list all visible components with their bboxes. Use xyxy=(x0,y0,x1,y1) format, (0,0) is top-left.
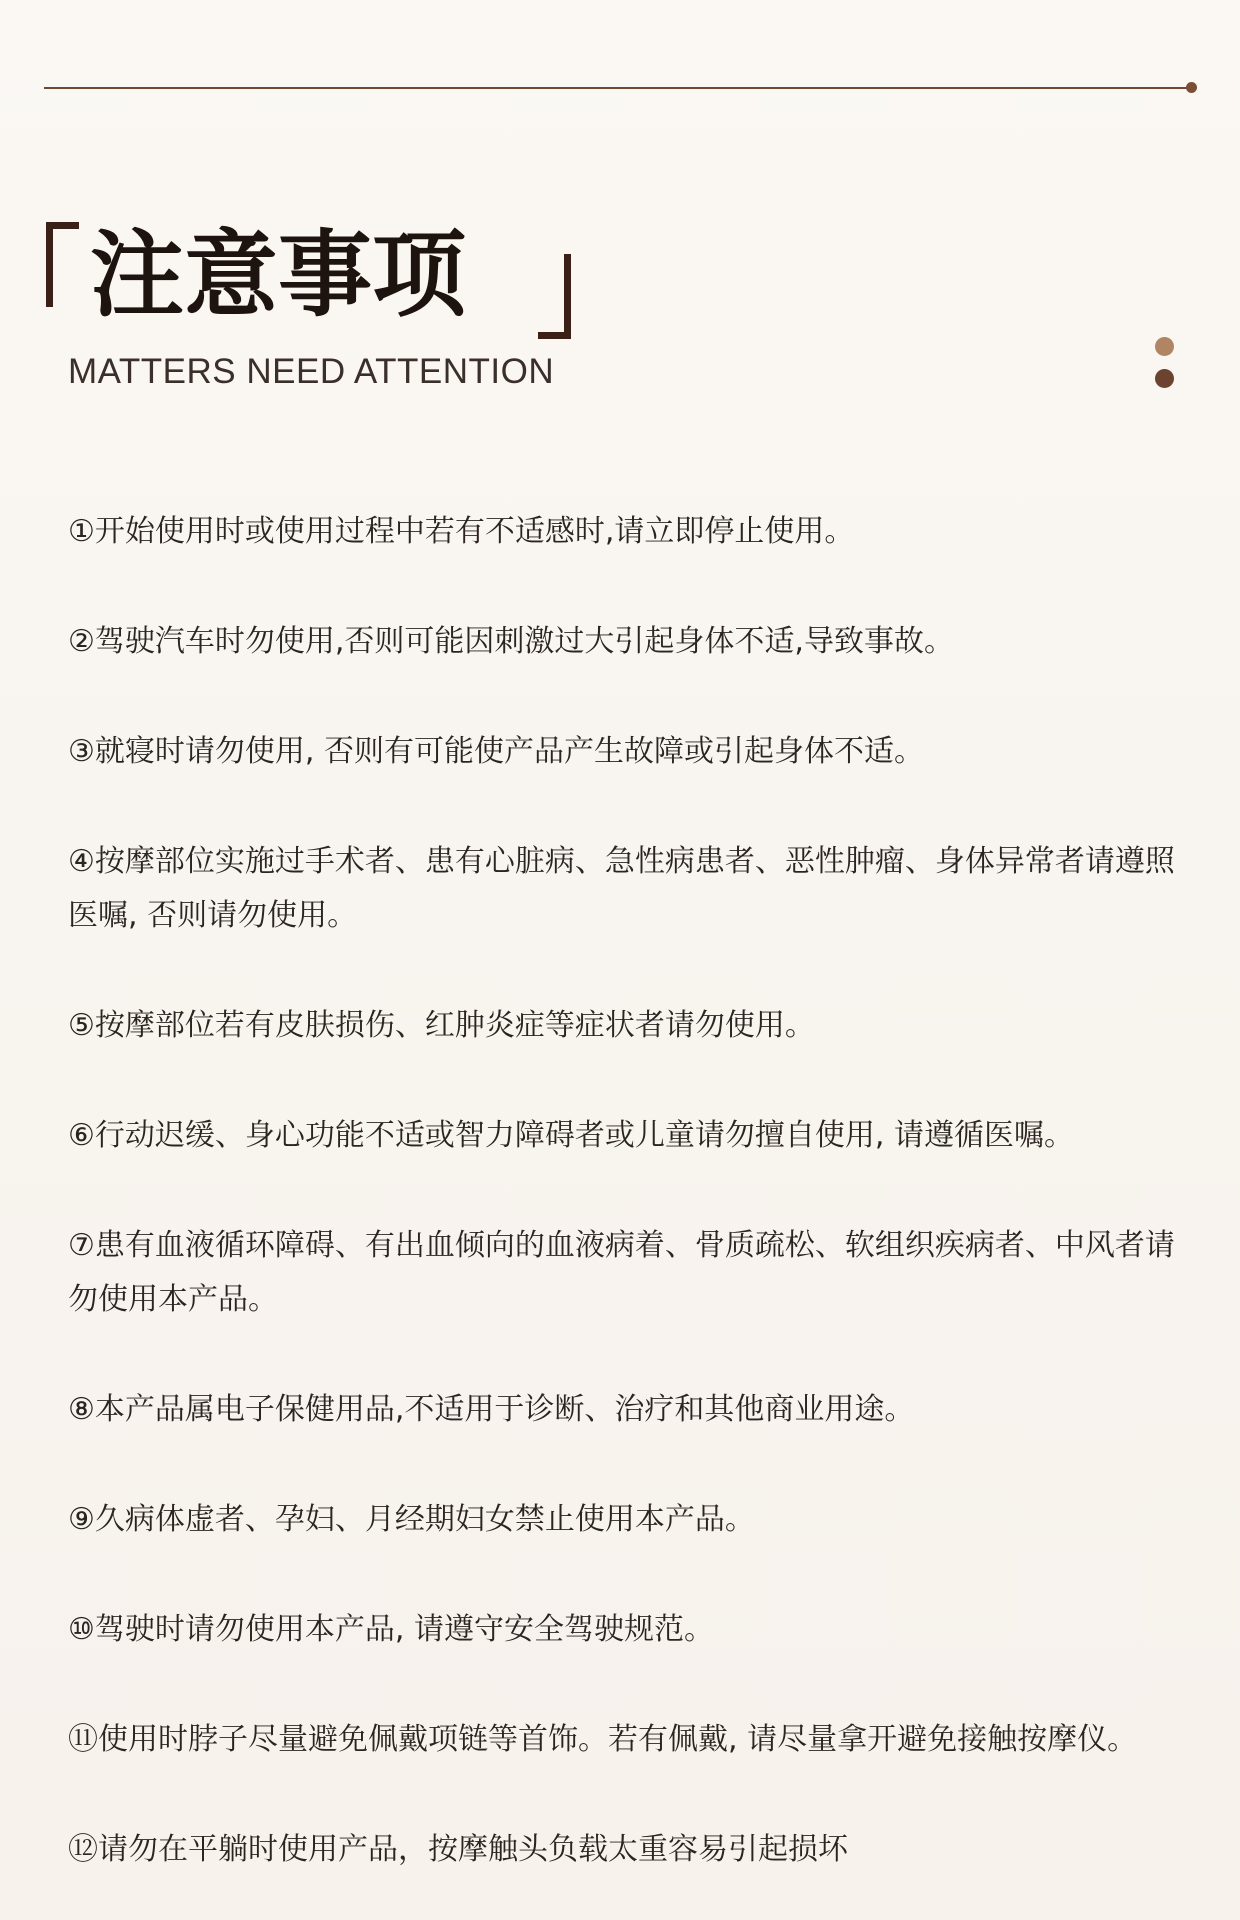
left-corner-bracket xyxy=(46,222,79,307)
divider-end-dot xyxy=(1186,82,1197,93)
top-divider-line xyxy=(44,87,1194,89)
attention-item-text: ⑥行动迟缓、身心功能不适或智力障碍者或儿童请勿擅自使用, 请遵循医嘱。 xyxy=(68,1118,1074,1153)
attention-item xyxy=(68,835,1188,943)
page-subtitle: MATTERS NEED ATTENTION xyxy=(68,352,555,391)
attention-item xyxy=(68,725,1188,779)
attention-item xyxy=(68,1493,1188,1547)
attention-item xyxy=(68,1219,1188,1327)
attention-item-text: ②驾驶汽车时勿使用,否则可能因刺激过大引起身体不适,导致事故。 xyxy=(68,624,954,659)
attention-item-text: ⑨久病体虚者、孕妇、月经期妇女禁止使用本产品。 xyxy=(68,1502,755,1537)
attention-item-text: ①开始使用时或使用过程中若有不适感时,请立即停止使用。 xyxy=(68,514,855,549)
attention-item-text: ④按摩部位实施过手术者、患有心脏病、急性病患者、恶性肿瘤、身体异常者请遵照医嘱, 否则请勿使用。 xyxy=(68,844,1175,933)
attention-item xyxy=(68,1713,1188,1767)
title-block xyxy=(44,210,564,340)
attention-item xyxy=(68,615,1188,669)
attention-item xyxy=(68,505,1188,559)
attention-list xyxy=(68,505,1188,1877)
attention-item-text: ⑤按摩部位若有皮肤损伤、红肿炎症等症状者请勿使用。 xyxy=(68,1008,815,1043)
right-corner-bracket xyxy=(538,254,571,339)
attention-item-text: ③就寝时请勿使用, 否则有可能使产品产生故障或引起身体不适。 xyxy=(68,734,924,769)
decor-dot-dark xyxy=(1155,369,1174,388)
attention-item xyxy=(68,999,1188,1053)
attention-item-text: ⑦患有血液循环障碍、有出血倾向的血液病着、骨质疏松、软组织疾病者、中风者请勿使用本产品。 xyxy=(68,1228,1175,1317)
attention-item xyxy=(68,1109,1188,1163)
decor-dot-light xyxy=(1155,337,1174,356)
attention-item xyxy=(68,1383,1188,1437)
attention-item-text: ⑩驾驶时请勿使用本产品, 请遵守安全驾驶规范。 xyxy=(68,1612,714,1647)
attention-item xyxy=(68,1823,1188,1877)
attention-item xyxy=(68,1603,1188,1657)
attention-item-text: ⑪使用时脖子尽量避免佩戴项链等首饰。若有佩戴, 请尽量拿开避免接触按摩仪。 xyxy=(68,1722,1138,1757)
attention-item-text: ⑧本产品属电子保健用品,不适用于诊断、治疗和其他商业用途。 xyxy=(68,1392,915,1427)
page-title: 注意事项 xyxy=(90,221,467,330)
attention-item-text: ⑫请勿在平躺时使用产品，按摩触头负载太重容易引起损坏 xyxy=(68,1832,848,1867)
